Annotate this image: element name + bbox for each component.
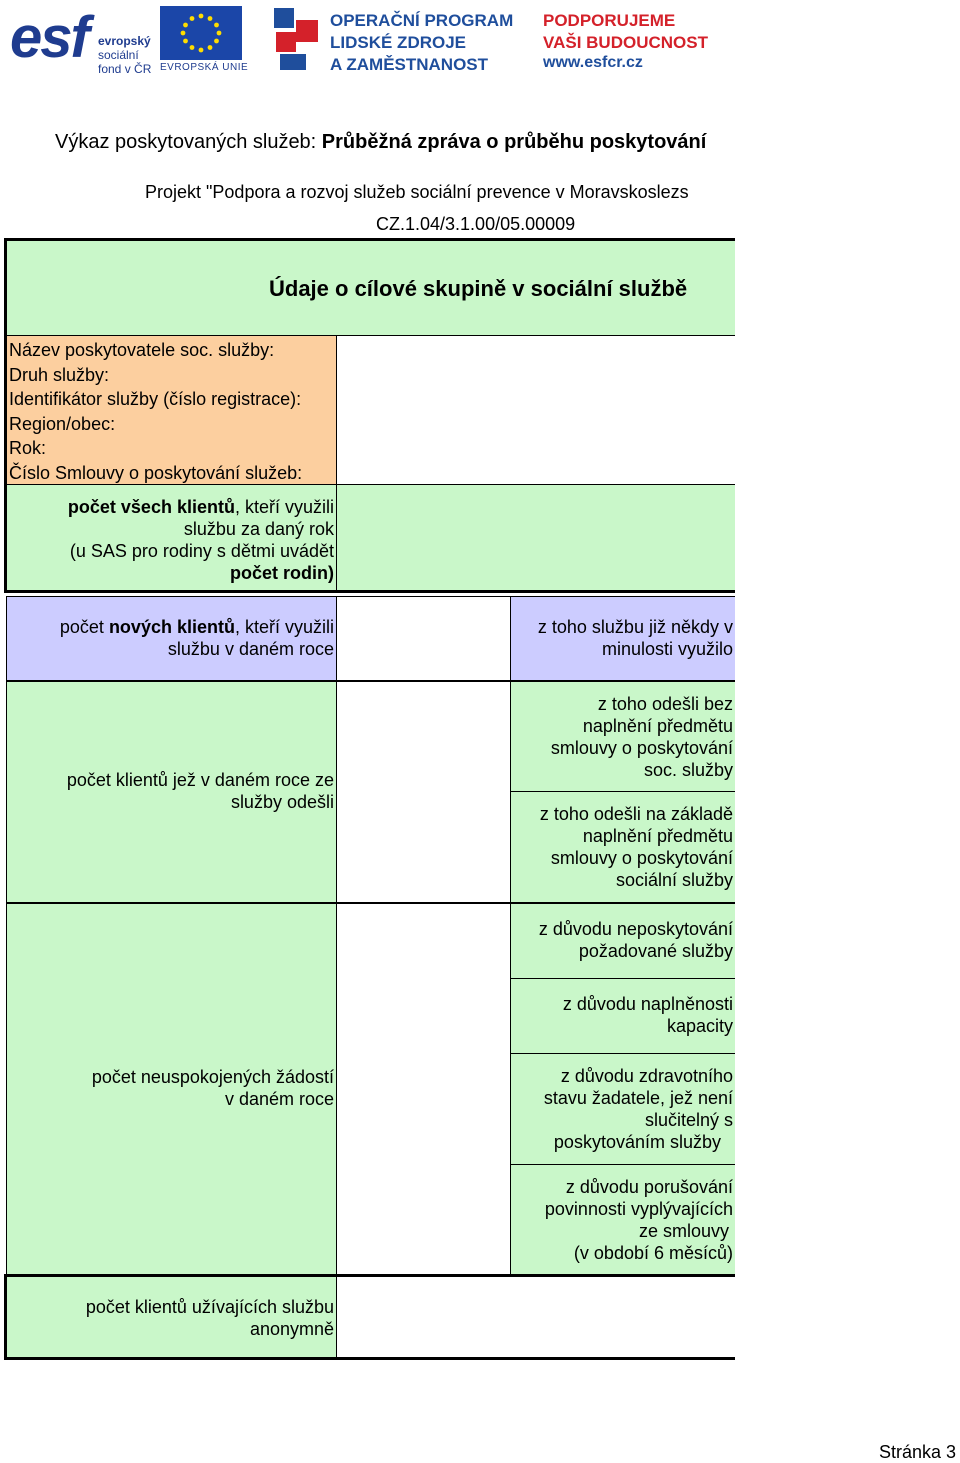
op-program-name: OPERAČNÍ PROGRAM LIDSKÉ ZDROJE A ZAMĚSTNANOST [330, 11, 514, 74]
esf-logo: esf [10, 5, 88, 70]
year-label: Rok: [9, 438, 47, 459]
pod-slogan: PODPORUJEME VAŠI BUDOUCNOST [543, 11, 708, 52]
esf-logo-caption: evropský sociální fond v ČR [98, 34, 152, 76]
unsatisfied-requests-value[interactable] [336, 903, 511, 1275]
service-type-label: Druh služby: [9, 364, 110, 385]
anonymous-clients-label: počet klientů užívajících službu anonymně [4, 1274, 337, 1360]
eu-label: EVROPSKÁ UNIE [160, 62, 249, 73]
departed-with-fulfilment-label: z toho odešli na základě naplnění předmětu smlouvy o poskytování sociální služby [510, 791, 735, 903]
reason-breach-label: z důvodu porušování povinnosti vyplývajících ze smlouvy (v období 6 měsíců) [510, 1164, 735, 1275]
departed-clients-label: počet klientů jež v daném roce ze služby odešli [6, 681, 337, 903]
reason-not-provided-label: z důvodu neposkytování požadované služby [510, 903, 735, 979]
report-title: Výkaz poskytovaných služeb: Průběžná zpráva o průběhu poskytování [55, 131, 707, 153]
eu-flag-icon [160, 6, 242, 60]
all-clients-label: počet všech klientů, kteří využili službu za daný rok (u SAS pro rodiny s dětmi uvádět počet rodin) [4, 485, 337, 593]
contract-number-label: Číslo Smlouvy o poskytování služeb: [9, 462, 303, 483]
header-logos [0, 0, 960, 80]
project-code: CZ.1.04/3.1.00/05.00009 [376, 214, 576, 234]
departed-clients-value[interactable] [336, 681, 511, 903]
anonymous-clients-value[interactable] [336, 1274, 735, 1360]
provider-name-label: Název poskytovatele soc. služby: [9, 340, 275, 360]
project-name: Projekt "Podpora a rozvoj služeb sociální prevence v Moravskoslezs [145, 182, 689, 202]
section-heading-band [4, 238, 735, 338]
region-label: Region/obec: [9, 413, 116, 434]
reason-capacity-label: z důvodu naplněnosti kapacity [510, 978, 735, 1054]
section-heading: Údaje o cílové skupině v sociální službě [269, 276, 688, 301]
provider-info-values[interactable] [336, 336, 735, 487]
new-clients-value[interactable] [336, 596, 511, 681]
departed-without-fulfilment-label: z toho odešli bez naplnění předmětu smlouvy o poskytování soc. služby [510, 681, 735, 792]
provider-info-labels [4, 336, 337, 487]
page-number: Stránka 3 [878, 1442, 956, 1462]
returning-clients-label: z toho službu již někdy v minulosti využilo [510, 596, 735, 681]
service-id-label: Identifikátor služby (číslo registrace): [9, 389, 302, 410]
all-clients-value[interactable] [336, 485, 735, 593]
unsatisfied-requests-label: počet neuspokojených žádostí v daném roce [6, 903, 337, 1275]
esf-url: www.esfcr.cz [543, 54, 643, 71]
new-clients-label: počet nových klientů, kteří využili službu v daném roce [6, 596, 337, 681]
op-puzzle-icon [272, 6, 322, 77]
reason-health-label: z důvodu zdravotního stavu žadatele, jež není slučitelný s poskytováním služby [510, 1053, 735, 1165]
